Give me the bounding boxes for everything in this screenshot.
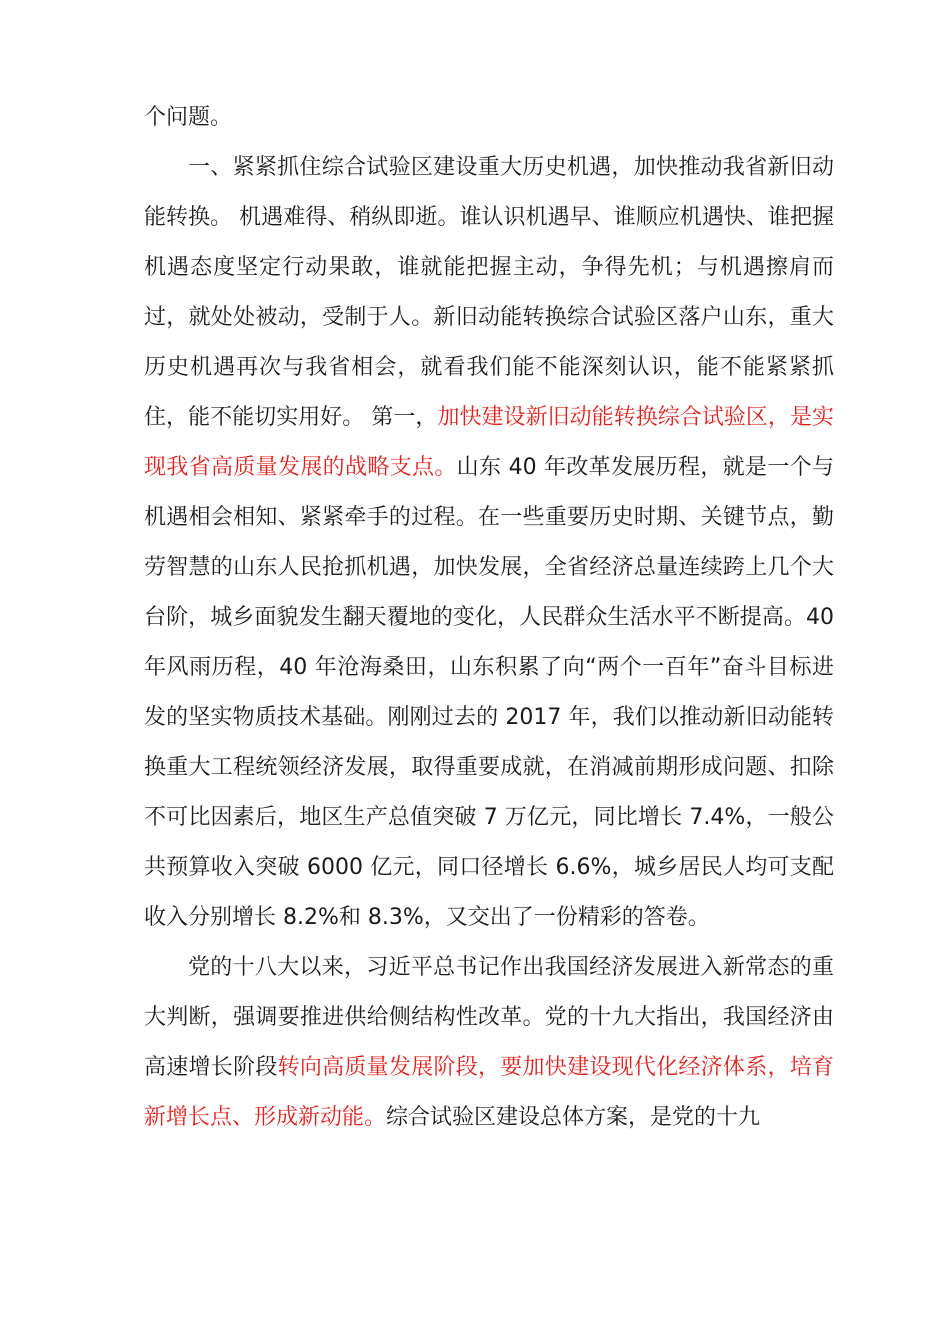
paragraph [144, 93, 834, 143]
document-body [144, 93, 834, 1143]
highlighted-text: 加快建设新旧动能转换综合试验区，是实现我省高质量发展的战略支点。 [144, 405, 834, 480]
body-text: 党的十八大以来，习近平总书记作出我国经济发展进入新常态的重大判断，强调要推进供给侧结构性改革。党的十九大指出，我国经济由高速增长阶段 [144, 955, 834, 1080]
body-text: 一、紧紧抓住综合试验区建设重大历史机遇，加快推动我省新旧动能转换。 机遇难得、稍纵即逝。谁认识机遇早、谁顺应机遇快、谁把握机遇态度坚定行动果敢，谁就能把握主动，争得先机；与机遇擦肩而过，就处处被动，受制于人。新旧动能转换综合试验区落户山东，重大历史机遇再次与我省相会，就看我们能不能深刻认识，能不能紧紧抓住，能不能切实用好。 第一， [144, 155, 834, 430]
highlighted-text: 转向高质量发展阶段，要加快建设现代化经济体系，培育新增长点、形成新动能。 [144, 1055, 834, 1130]
body-text: 综合试验区建设总体方案，是党的十九 [386, 1105, 761, 1130]
paragraph [144, 943, 834, 1143]
body-text: 山东 40 年改革发展历程，就是一个与机遇相会相知、紧紧牵手的过程。在一些重要历史时期、关键节点，勤劳智慧的山东人民抢抓机遇，加快发展，全省经济总量连续跨上几个大台阶，城乡面貌发生翻天覆地的变化，人民群众生活水平不断提高。40 年风雨历程，40 年沧海桑田，山东积累了向“两个一百年”奋斗目标进发的坚实物质技术基础。刚刚过去的 2017 年，我们以推动新旧动能转换重大工程统领经济发展，取得重要成就，在消减前期形成问题、扣除不可比因素后，地区生产总值突破 7 万亿元，同比增长 7.4%，一般公共预算收入突破 6000 亿元，同口径增长 6.6%，城乡居民人均可支配收入分别增长 8.2%和 8.3%，又交出了一份精彩的答卷。 [144, 455, 834, 930]
body-text: 个问题。 [144, 105, 233, 130]
paragraph [144, 143, 834, 943]
